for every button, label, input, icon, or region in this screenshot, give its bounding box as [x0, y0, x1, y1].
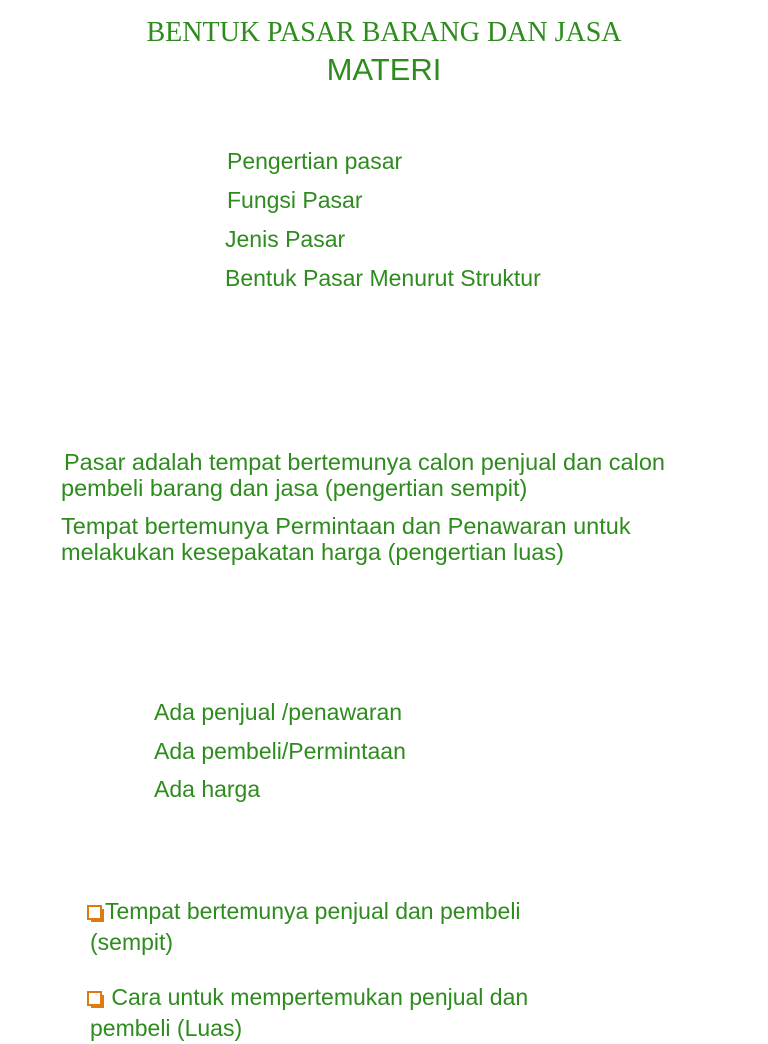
checkbox-icon — [87, 991, 102, 1006]
definition-broad: Tempat bertemunya Permintaan dan Penawaran untuk melakukan kesepakatan harga (pengertian luas) — [61, 513, 631, 565]
topic-item: Jenis Pasar — [225, 226, 346, 252]
page-title: BENTUK PASAR BARANG DAN JASA — [146, 17, 622, 48]
checkbox-icon — [87, 905, 102, 920]
requirement-item: Ada penjual /penawaran — [154, 699, 403, 725]
checklist-item — [87, 982, 727, 1044]
checklist-note: pembeli (Luas) — [90, 1015, 243, 1041]
requirement-item: Ada pembeli/Permintaan — [154, 738, 406, 764]
topic-item: Fungsi Pasar — [227, 187, 363, 213]
topic-item: Pengertian pasar — [227, 148, 403, 174]
page-subtitle: MATERI — [326, 52, 442, 87]
checklist-item — [87, 896, 727, 958]
definition-narrow: Pasar adalah tempat bertemunya calon penjual dan calon pembeli barang dan jasa (pengertian sempit) — [61, 449, 665, 501]
checklist-text: Cara untuk mempertemukan penjual dan — [105, 984, 529, 1010]
requirement-item: Ada harga — [154, 776, 261, 802]
checklist-note: (sempit) — [90, 929, 174, 955]
checklist-text: Tempat bertemunya penjual dan pembeli — [105, 898, 521, 924]
topic-item: Bentuk Pasar Menurut Struktur — [225, 265, 541, 291]
